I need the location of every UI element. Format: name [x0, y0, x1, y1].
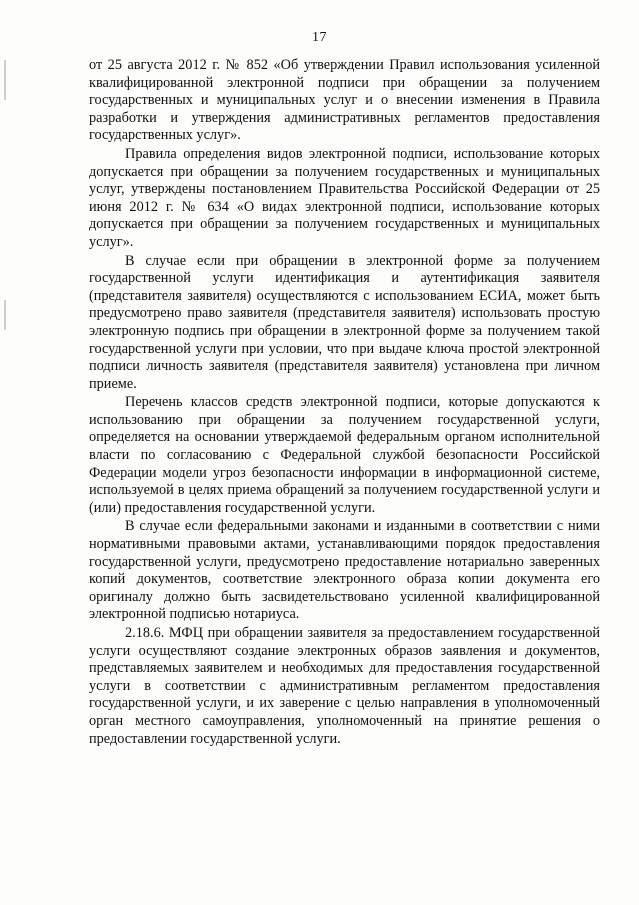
scan-edge-mark	[4, 60, 6, 100]
document-body	[89, 57, 600, 748]
paragraph-rules-definition: Правила определения видов электронной подписи, использование которых допускается при обращении за получением государственных и муниципальных услуг, утверждены постановлением Правительства Российской Федерации от 25 июня 2012 г. № 634 «О видах электронной подписи, использование которых допускается при обращении за получением государственных и муниципальных услуг».	[89, 145, 600, 250]
scan-edge-mark	[4, 300, 6, 330]
paragraph-signature-classes: Перечень классов средств электронной подписи, которые допускаются к использованию при обращении за получением государственной услуги, определяется на основании утверждаемой федеральным органом исполнительной власти по согласованию с Федеральной службой безопасности Российской Федерации модели угроз безопасности информации в информационной системе, используемой в целях приема обращений за получением государственной услуги и (или) предоставления государственной услуги.	[89, 394, 600, 516]
paragraph-esia-case: В случае если при обращении в электронной форме за получением государственной услуги идентификация и аутентификация заявителя (представителя заявителя) осуществляются с использованием ЕСИА, может быть предусмотрено право заявителя (представителя заявителя) использовать простую электронную подпись при обращении в электронной форме за получением такой государственной услуги при условии, что при выдаче ключа простой электронной подписи личность заявителя (представителя заявителя) установлена при личном приеме.	[89, 252, 600, 392]
paragraph-continuation: от 25 августа 2012 г. № 852 «Об утверждении Правил использования усиленной квалифицированной электронной подписи при обращении за получением государственных и муниципальных услуг и о внесении изменения в Правила разработки и утверждения административных регламентов предоставления государственных услуг».	[89, 57, 600, 144]
paragraph-notarized-copies: В случае если федеральными законами и изданными в соответствии с ними нормативными правовыми актами, устанавливающими порядок предоставления государственной услуги, предусмотрено предоставление нотариально заверенных копий документов, соответствие электронного образа копии документа его оригиналу должно быть засвидетельствовано усиленной квалифицированной электронной подписью нотариуса.	[89, 518, 600, 623]
paragraph-item-2-18-6: 2.18.6. МФЦ при обращении заявителя за предоставлением государственной услуги осуществляют создание электронных образов заявления и документов, представляемых заявителем и необходимых для предоставления государственной услуги в соответствии с административным регламентом предоставления государственной услуги, и их заверение с целью направления в уполномоченный орган местного самоуправления, уполномоченный на принятие решения о предоставлении государственной услуги.	[89, 625, 600, 747]
page-number: 17	[312, 30, 327, 45]
